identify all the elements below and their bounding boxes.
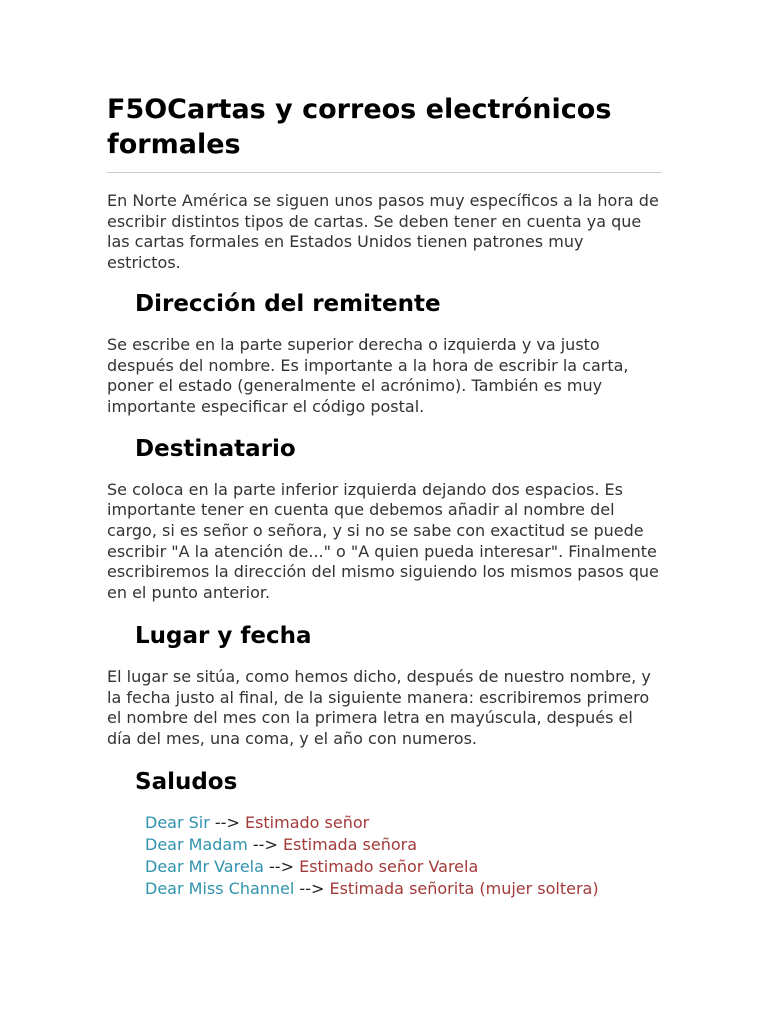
document-title: F5OCartas y correos electrónicos formales (107, 94, 612, 160)
greeting-english: Dear Miss Channel (145, 878, 295, 898)
greetings-list (107, 812, 662, 900)
greeting-item (145, 856, 662, 878)
document-page (107, 92, 662, 900)
greeting-english: Dear Mr Varela (145, 856, 264, 876)
greeting-english: Dear Madam (145, 834, 248, 854)
paragraph-direccion-remitente: Se escribe en la parte superior derecha o izquierda y va justo después del nombre. Es importante a la hora de escribir la carta, poner el estado (generalmente el acrónimo). También es muy importante especificar el código postal. (107, 334, 629, 416)
heading-saludos: Saludos (135, 768, 238, 795)
greeting-arrow: --> (214, 812, 240, 832)
greeting-spanish: Estimado señor (244, 812, 370, 832)
greeting-item (145, 878, 662, 900)
greeting-arrow: --> (299, 878, 325, 898)
greeting-item (145, 834, 662, 856)
heading-destinatario: Destinatario (135, 435, 296, 462)
greeting-spanish: Estimado señor Varela (299, 856, 479, 876)
greeting-english: Dear Sir (145, 812, 210, 832)
greeting-arrow: --> (252, 834, 278, 854)
heading-direccion-remitente: Dirección del remitente (135, 290, 441, 317)
paragraph-destinatario: Se coloca en la parte inferior izquierda dejando dos espacios. Es importante tener en cuenta que debemos añadir al nombre del cargo, si es señor o señora, y si no se sabe con exactitud se puede escribir "A la atención de..." o "A quien pueda interesar". Finalmente escribiremos la dirección del mismo siguiendo los mismos pasos que en el punto anterior. (107, 479, 659, 603)
paragraph-lugar-fecha: El lugar se sitúa, como hemos dicho, después de nuestro nombre, y la fecha justo al final, de la siguiente manera: escribiremos primero el nombre del mes con la primera letra en mayúscula, después el día del mes, una coma, y el año con numeros. (107, 666, 651, 748)
title-divider (107, 172, 662, 173)
greeting-item (145, 812, 662, 834)
greeting-arrow: --> (269, 856, 294, 876)
greeting-spanish: Estimada señora (282, 834, 418, 854)
heading-lugar-fecha: Lugar y fecha (135, 622, 312, 649)
intro-paragraph: En Norte América se siguen unos pasos muy específicos a la hora de escribir distintos tipos de cartas. Se deben tener en cuenta ya que las cartas formales en Estados Unidos tienen patrones muy estrictos. (107, 191, 659, 273)
greeting-spanish: Estimada señorita (mujer soltera) (329, 878, 599, 898)
